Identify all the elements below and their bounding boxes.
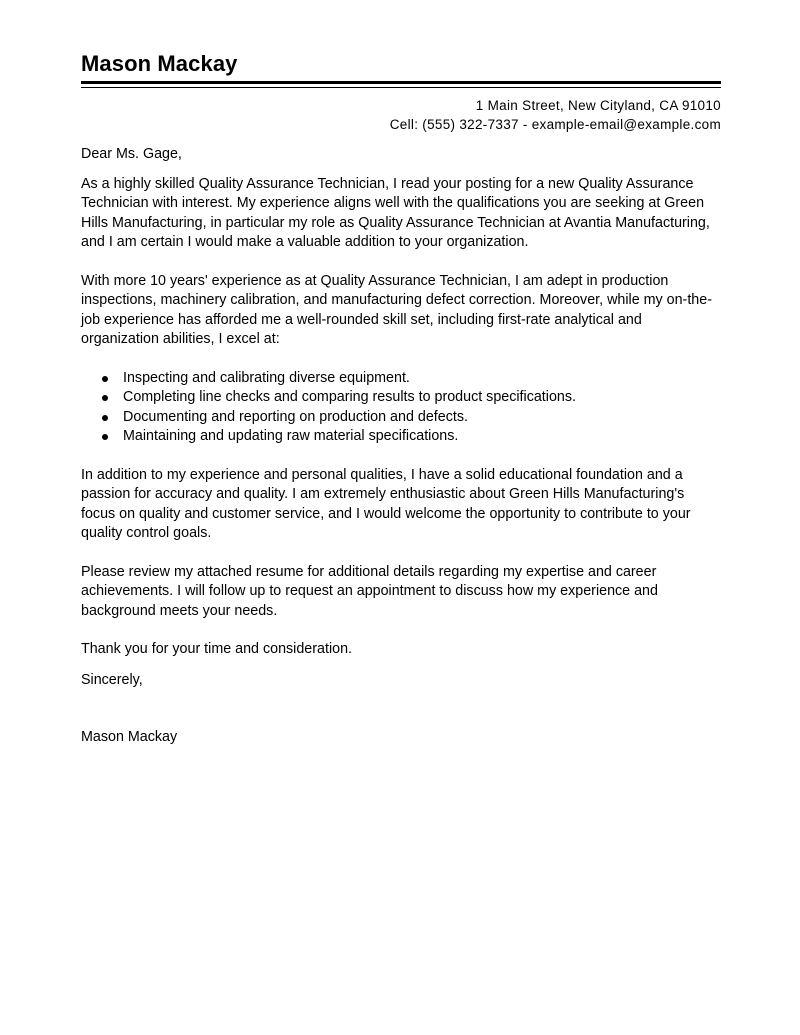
cover-letter: [81, 50, 721, 748]
bullet-icon: [102, 434, 108, 440]
salutation: Dear Ms. Gage,: [81, 146, 182, 162]
list-item-text: Maintaining and updating raw material specifications.: [123, 428, 459, 444]
list-item-text: Documenting and reporting on production and defects.: [123, 408, 468, 425]
paragraph-follow-up: Please review my attached resume for additional details regarding my expertise and career achievements. I will follow up to request an appointment to discuss how my experience and background meets your needs.: [81, 563, 658, 619]
bullet-icon: [102, 415, 108, 421]
bullet-icon: [102, 395, 108, 401]
paragraph-intro: As a highly skilled Quality Assurance Technician, I read your posting for a new Quality Assurance Technician with interest. My experience aligns well with the qualifications you are seeking at Green Hills Manufacturing, in particular my role as Quality Assurance Technician at Avantia Manufacturing, and I am certain I would make a valuable addition to your organization.: [81, 175, 710, 250]
address-line: 1 Main Street, New Cityland, CA 91010: [475, 98, 721, 113]
list-item-text: Completing line checks and comparing results to product specifications.: [123, 389, 576, 405]
list-item: [81, 388, 721, 408]
closing: Sincerely,: [81, 671, 143, 688]
paragraph-experience: With more 10 years' experience as at Quality Assurance Technician, I am adept in production inspections, machinery calibration, and manufacturing defect correction. Moreover, while my on-the-job experience has afforded me a well-rounded skill set, including first-rate analytical and organization abilities, I excel at:: [81, 272, 712, 347]
skills-list: [81, 369, 721, 447]
contact-block: [81, 96, 721, 134]
paragraph-education: In addition to my experience and personal qualities, I have a solid educational foundation and a passion for accuracy and quality. I am extremely enthusiastic about Green Hills Manufacturing's focus on quality and customer service, and I would welcome the opportunity to contribute to your quality control goals.: [81, 466, 691, 541]
list-item-text: Inspecting and calibrating diverse equipment.: [123, 369, 410, 386]
applicant-name: Mason Mackay: [81, 51, 238, 76]
contact-line: Cell: (555) 322-7337 - example-email@example.com: [389, 117, 721, 132]
header-rule-thin: [81, 87, 721, 88]
thanks-line: Thank you for your time and consideration.: [81, 641, 352, 657]
list-item: [81, 408, 721, 428]
list-item: [81, 369, 721, 389]
list-item: [81, 427, 721, 447]
signature: Mason Mackay: [81, 729, 178, 745]
bullet-icon: [102, 376, 108, 382]
header-rule-thick: [81, 81, 721, 84]
